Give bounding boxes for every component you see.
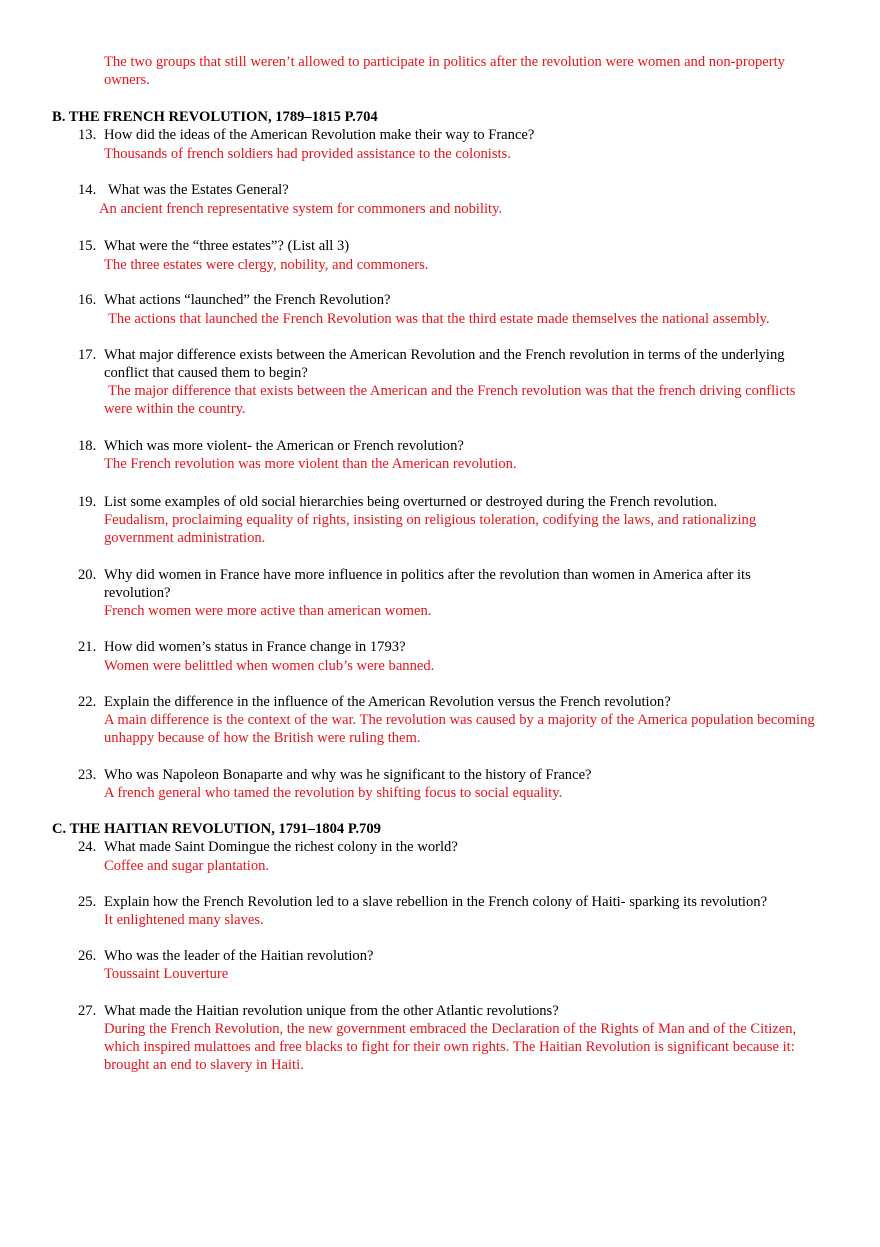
question-number: 19. [78, 494, 97, 510]
question-text: What made Saint Domingue the richest colony in the world? [104, 839, 458, 855]
question-number: 21. [78, 639, 97, 655]
question-number: 20. [78, 567, 97, 583]
question-text: Why did women in France have more influence in politics after the revolution than women in America after its revolution? [104, 567, 751, 601]
answer-text: The actions that launched the French Revolution was that the third estate made themselves the national assembly. [108, 311, 770, 327]
question-number: 14. [78, 182, 97, 198]
question-text: What actions “launched” the French Revolution? [104, 292, 391, 308]
question-number: 15. [78, 238, 97, 254]
answer-text: A french general who tamed the revolution by shifting focus to social equality. [104, 785, 563, 801]
question-number: 18. [78, 438, 97, 454]
question-number: 23. [78, 767, 97, 783]
question-number: 26. [78, 948, 97, 964]
answer-text: Thousands of french soldiers had provided assistance to the colonists. [104, 146, 511, 162]
answer-text: A main difference is the context of the war. The revolution was caused by a majority of the America population becoming unhappy because of how the British were ruling them. [104, 712, 815, 746]
question-text: Which was more violent- the American or French revolution? [104, 438, 464, 454]
question-text: How did women’s status in France change in 1793? [104, 639, 406, 655]
question-number: 24. [78, 839, 97, 855]
answer-text: The French revolution was more violent than the American revolution. [104, 456, 517, 472]
question-text: Explain the difference in the influence of the American Revolution versus the French revolution? [104, 694, 671, 710]
question-text: List some examples of old social hierarchies being overturned or destroyed during the French revolution. [104, 494, 718, 510]
section-heading-haitian-revolution: C. THE HAITIAN REVOLUTION, 1791–1804 P.709 [52, 821, 381, 837]
answer-text: Women were belittled when women club’s were banned. [104, 658, 435, 674]
answer-text: Toussaint Louverture [104, 966, 229, 982]
question-number: 16. [78, 292, 97, 308]
answer-text: French women were more active than american women. [104, 603, 432, 619]
intro-answer: The two groups that still weren’t allowed to participate in politics after the revolution were women and non-property owners. [104, 54, 785, 88]
answer-text: The major difference that exists between the American and the French revolution was that the french driving conflicts were within the country. [104, 383, 796, 417]
answer-text: Feudalism, proclaiming equality of rights, insisting on religious toleration, codifying the laws, and rationalizing government administration. [104, 512, 757, 546]
answer-text: Coffee and sugar plantation. [104, 858, 270, 874]
question-text: Who was Napoleon Bonaparte and why was he significant to the history of France? [104, 767, 592, 783]
question-text: What made the Haitian revolution unique from the other Atlantic revolutions? [104, 1003, 559, 1019]
answer-text: An ancient french representative system for commoners and nobility. [99, 201, 503, 217]
question-number: 25. [78, 894, 97, 910]
question-number: 27. [78, 1003, 97, 1019]
question-text: What were the “three estates”? (List all 3) [104, 238, 350, 254]
answer-text: The three estates were clergy, nobility, and commoners. [104, 257, 429, 273]
question-text: What major difference exists between the American Revolution and the French revolution in terms of the underlying conflict that caused them to begin? [104, 347, 785, 381]
question-text: How did the ideas of the American Revolution make their way to France? [104, 127, 535, 143]
question-number: 13. [78, 127, 97, 143]
question-number: 22. [78, 694, 97, 710]
answer-text: It enlightened many slaves. [104, 912, 264, 928]
question-text: What was the Estates General? [108, 182, 289, 198]
section-heading-french-revolution: B. THE FRENCH REVOLUTION, 1789–1815 P.704 [52, 109, 378, 125]
question-number: 17. [78, 347, 97, 363]
question-text: Who was the leader of the Haitian revolution? [104, 948, 374, 964]
question-text: Explain how the French Revolution led to a slave rebellion in the French colony of Haiti- sparking its revolution? [104, 894, 768, 910]
answer-text: During the French Revolution, the new government embraced the Declaration of the Rights of Man and of the Citizen, which inspired mulattoes and free blacks to fight for their own rights. The Haitian Revolution is significant because it: brought an end to slavery in Haiti. [104, 1021, 797, 1073]
